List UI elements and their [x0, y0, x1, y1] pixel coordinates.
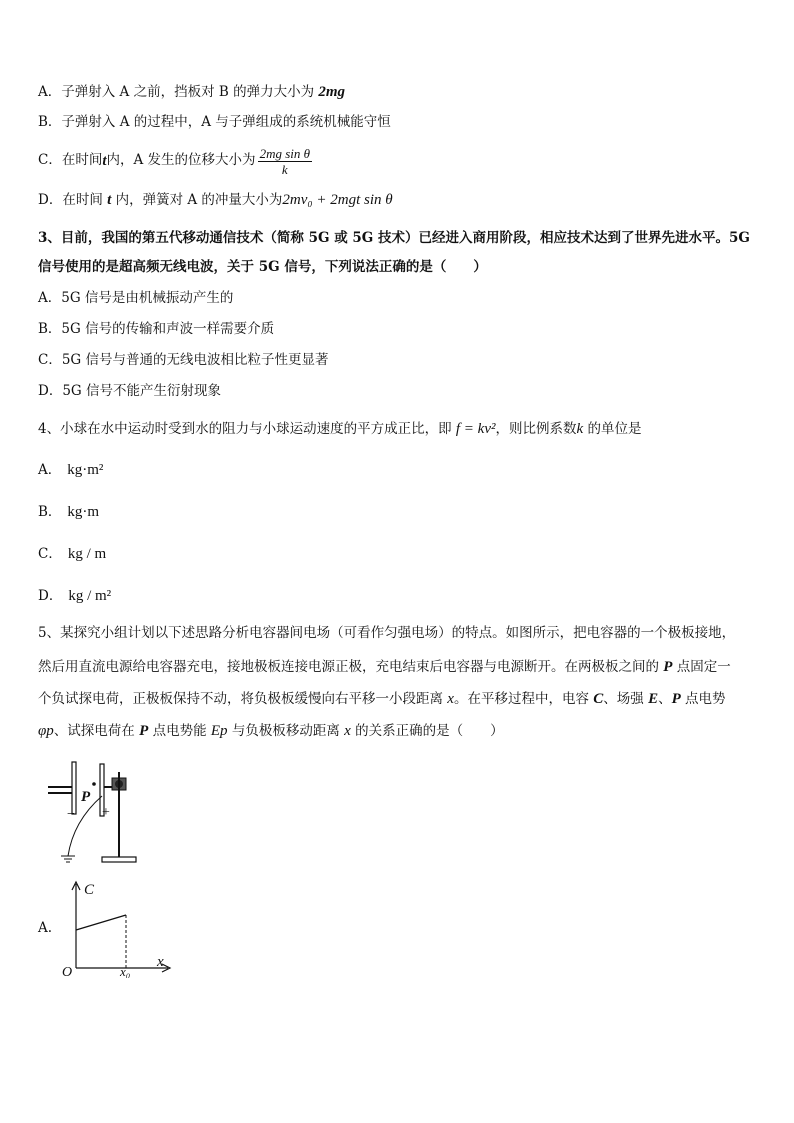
point-p-dot	[92, 782, 96, 786]
q4-k: k	[576, 421, 584, 437]
q5-text: 。在平移过程中，电容	[453, 691, 594, 707]
q4-stem-text: 4、小球在水中运动时受到水的阻力与小球运动速度的平方成正比，即	[38, 421, 456, 437]
origin-label: O	[62, 965, 73, 978]
q2-option-c	[38, 144, 312, 178]
q5-ep: Ep	[210, 723, 228, 739]
fraction-denominator: k	[281, 161, 288, 177]
q5-text: 点固定一	[672, 659, 731, 675]
q4-formula: f = kv²	[455, 421, 496, 437]
q4-stem	[38, 422, 641, 437]
c-x-curve	[76, 915, 126, 930]
q5-text: 的关系正确的是（ ）	[350, 723, 504, 739]
y-axis-label: C	[84, 882, 95, 898]
fraction-numerator: 2mg sin θ	[259, 145, 311, 161]
q2-option-a-math: 2mg	[318, 84, 346, 100]
q2-option-d-t: t	[107, 192, 112, 208]
q5-stem-line2	[38, 660, 731, 675]
option-label: D．	[38, 588, 63, 604]
q2-option-b: B．子弹射入 A 的过程中，A 与子弹组成的系统机械能守恒	[38, 114, 391, 130]
q4-stem-text3: 的单位是	[583, 421, 642, 437]
q5-text: 点电势	[680, 691, 726, 707]
q2-option-a-text: A．子弹射入 A 之前，挡板对 B 的弹力大小为	[38, 84, 319, 100]
q5-text: 与负极板移动距离	[227, 723, 345, 739]
q4-option-c	[38, 547, 106, 562]
q3-stem-line1: 3、目前，我国的第五代移动通信技术（简称 5G 或 5G 技术）已经进入商用阶段，相应技术达到了世界先进水平。5G	[38, 230, 750, 246]
q5-text: 个负试探电荷，正极板保持不动，将负极板缓慢向右平移一小段距离	[38, 691, 448, 707]
q2-option-c-t: t	[102, 152, 107, 169]
q5-p: P	[663, 659, 673, 675]
x-axis-label: x	[157, 954, 164, 970]
x0-label: x₀	[120, 964, 131, 978]
q4-option-c-unit: kg / m	[67, 546, 107, 562]
capacitor-figure	[38, 760, 148, 870]
q5-text: 、	[658, 691, 672, 707]
q4-option-d	[38, 589, 111, 604]
q5-e: E	[648, 691, 659, 707]
q3-option-a: A．5G 信号是由机械振动产生的	[38, 290, 234, 306]
q5-text: 、试探电荷在	[53, 723, 140, 739]
q3-option-c: C．5G 信号与普通的无线电波相比粒子性更显著	[38, 352, 329, 368]
q2-option-c-text: C．在时间	[38, 152, 103, 169]
q5-c: C	[593, 691, 604, 707]
q4-option-b	[38, 505, 99, 520]
q5-text: 、场强	[603, 691, 649, 707]
option-label: C．	[38, 546, 62, 562]
q5-stem-line3	[38, 692, 726, 707]
q5-option-a-label: A.	[38, 920, 53, 936]
figure-label-plus: +	[102, 805, 110, 820]
q5-option-a-graph	[58, 878, 178, 978]
q5-x: x	[344, 723, 351, 739]
q5-p: P	[139, 723, 149, 739]
figure-label-minus: −	[67, 807, 75, 822]
q4-option-d-unit: kg / m²	[68, 588, 112, 604]
q3-option-d: D．5G 信号不能产生衍射现象	[38, 383, 221, 399]
q2-option-d-text: D．在时间	[38, 192, 108, 208]
q5-x: x	[447, 691, 454, 707]
q2-option-d-text2: 内，弹簧对 A 的冲量大小为	[111, 192, 283, 208]
q5-p: P	[671, 691, 681, 707]
q5-stem-line4	[38, 724, 504, 739]
q5-text: 然后用直流电源给电容器充电，接地极板连接电源正极，充电结束后电容器与电源断开。在两极板之间的	[38, 659, 664, 675]
q2-option-d	[38, 193, 393, 208]
option-label: B．	[38, 504, 62, 520]
q5-stem-line1: 5、某探究小组计划以下述思路分析电容器间电场（可看作匀强电场）的特点。如图所示，把电容器的一个极板接地，	[38, 625, 736, 641]
q2-option-d-math: 2mv₀ + 2mgt sin θ	[282, 192, 393, 208]
q3-stem-line2: 信号使用的是超高频无线电波，关于 5G 信号，下列说法正确的是（ ）	[38, 259, 487, 275]
q5-text: 点电势能	[148, 723, 211, 739]
q4-option-b-unit: kg·m	[67, 504, 100, 520]
q2-option-c-fraction	[258, 147, 312, 176]
q4-option-a	[38, 463, 103, 478]
q2-option-c-text2: 内，A 发生的位移大小为	[106, 152, 256, 169]
q4-option-a-unit: kg·m²	[67, 462, 104, 478]
q5-phi: φp	[38, 723, 54, 739]
option-label: A．	[38, 462, 62, 478]
q4-stem-text2: ，则比例系数	[495, 421, 577, 437]
q2-option-a	[38, 85, 345, 100]
figure-label-p: P	[81, 789, 91, 805]
q3-option-b: B．5G 信号的传输和声波一样需要介质	[38, 321, 275, 337]
stand-base	[102, 857, 136, 862]
